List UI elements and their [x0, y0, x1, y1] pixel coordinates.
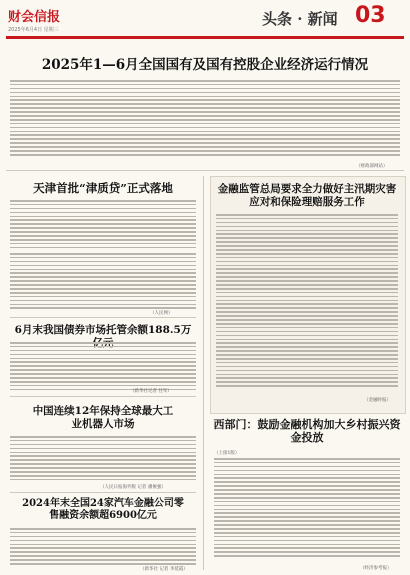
article-intro-rural: （上接1版）	[214, 451, 240, 456]
article-source-robots: （人民日报海外版 记者 潘俊强）	[100, 485, 166, 490]
newspaper-logo: 财会信报 2025年6月4日 星期三	[8, 10, 61, 33]
section-name: 头条 · 新闻	[262, 10, 338, 28]
lead-article-source: （财政部网站）	[356, 164, 388, 169]
masthead-divider	[6, 36, 404, 39]
lead-article-body	[10, 80, 400, 162]
article-source-bonds: （新华社记者 任军）	[130, 389, 172, 394]
article-source-rural: （经济参考报）	[360, 566, 392, 571]
article-body-bonds	[10, 342, 196, 394]
column-divider	[203, 176, 204, 570]
lead-article-title: 2025年1—6月全国国有及国有控股企业经济运行情况	[41, 57, 369, 73]
article-source-flood: （金融时报）	[364, 398, 391, 403]
article-body-robots	[10, 436, 196, 484]
issue-date: 2025年6月4日 星期三	[8, 27, 59, 33]
article-body-auto-finance	[10, 528, 196, 568]
article-headline-tianjin: 天津首批“津质贷”正式落地	[33, 181, 173, 195]
page-number: 03	[355, 3, 386, 28]
masthead	[0, 0, 410, 38]
article-body-rural	[214, 458, 400, 562]
section-divider	[6, 170, 404, 171]
article-headline-flood: 金融监管总局要求全力做好主汛期灾害应对和保险理赔服务工作	[217, 183, 397, 208]
article-source-tianjin: （人民网）	[150, 311, 173, 316]
article-headline-bonds: 6月末我国债券市场托管余额188.5万	[14, 324, 192, 336]
article-headline-rural: 西部门：鼓励金融机构加大乡村振兴资金投放	[213, 418, 401, 445]
article-headline-auto-finance: 2024年末全国24家汽车金融公司零售融资余额超6900亿元	[22, 498, 184, 521]
article-headline-robots: 中国连续12年保持全球最大工业机器人市场	[32, 405, 174, 430]
article-body-tianjin	[10, 200, 196, 252]
article-source-auto-finance: （新华社 记者 李延霞）	[140, 567, 188, 572]
article-body-flood	[216, 214, 398, 394]
